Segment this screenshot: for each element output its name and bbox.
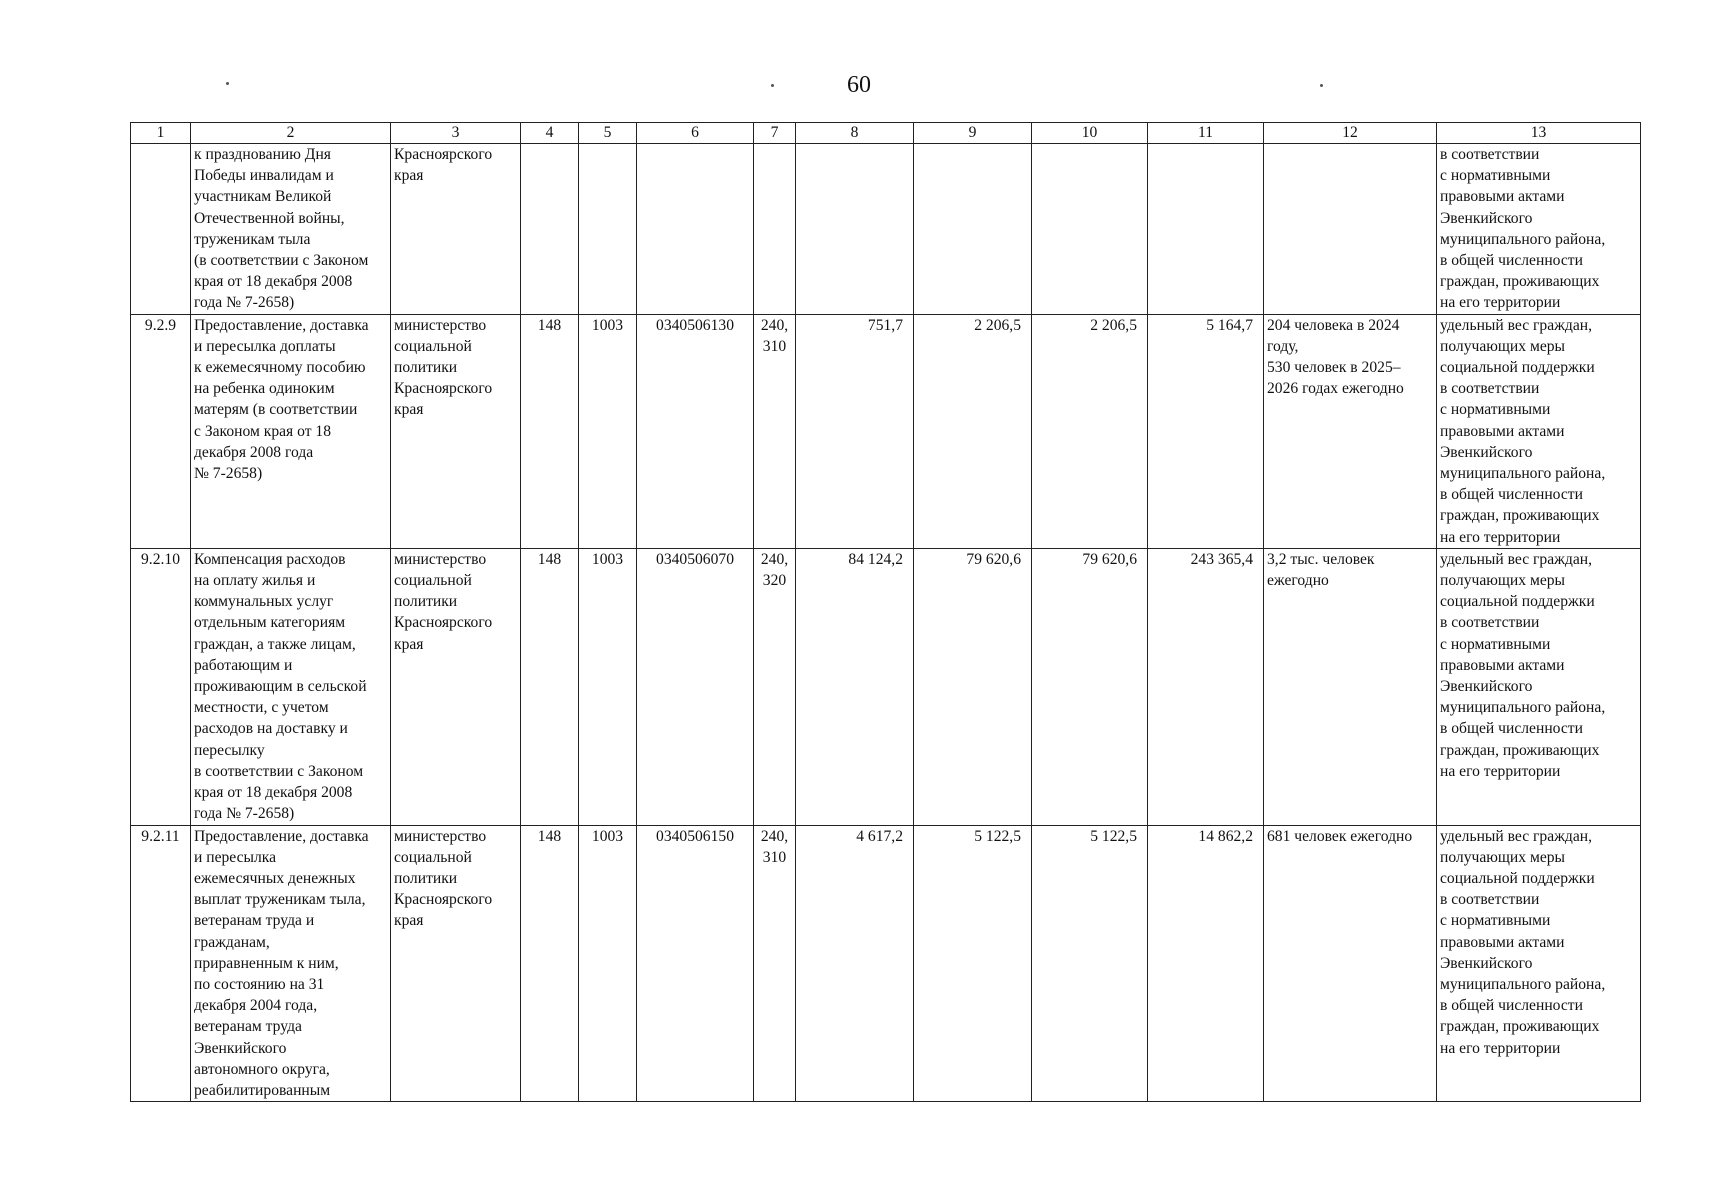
row-number: 9.2.10: [131, 548, 191, 825]
column-header: 4: [521, 123, 579, 144]
row-number: 9.2.9: [131, 314, 191, 548]
table-row: [131, 825, 1641, 1102]
program-measures-table: [130, 122, 1641, 1102]
target-article-code: [637, 144, 754, 315]
amount-col-8: 751,7: [796, 314, 914, 548]
section-code: [579, 144, 637, 315]
expense-type-code: 240, 310: [754, 825, 796, 1102]
column-header: 12: [1264, 123, 1437, 144]
amount-total: 5 164,7: [1148, 314, 1264, 548]
indicator-description: в соответствии с нормативными правовыми актами Эвенкийского муниципального района, в общей численности граждан, проживающих на его территории: [1437, 144, 1641, 315]
measure-name: Предоставление, доставка и пересылка ежемесячных денежных выплат труженикам тыла, ветеранам труда и гражданам, приравненным к ним, по состоянию на 31 декабря 2004 года, ветеранам труда Эвенкийского автономного округа, реабилитированным: [191, 825, 391, 1102]
expected-result: 681 человек ежегодно: [1264, 825, 1437, 1102]
scan-speck: [1320, 84, 1323, 87]
grbs-code: 148: [521, 548, 579, 825]
table-row: [131, 314, 1641, 548]
amount-total: [1148, 144, 1264, 315]
column-header: 7: [754, 123, 796, 144]
measure-name: Компенсация расходов на оплату жилья и коммунальных услуг отдельным категориям граждан, а также лицам, работающим и проживающим в сельской местности, с учетом расходов на доставку и пересылку в соответствии с Законом края от 18 декабря 2008 года № 7-2658): [191, 548, 391, 825]
page-number: 60: [847, 72, 871, 98]
indicator-description: удельный вес граждан, получающих меры социальной поддержки в соответствии с нормативными правовыми актами Эвенкийского муниципального района, в общей численности граждан, проживающих на его территории: [1437, 825, 1641, 1102]
amount-col-8: 4 617,2: [796, 825, 914, 1102]
column-header: 1: [131, 123, 191, 144]
expense-type-code: 240, 310: [754, 314, 796, 548]
amount-total: 243 365,4: [1148, 548, 1264, 825]
amount-col-9: 79 620,6: [914, 548, 1032, 825]
column-header: 13: [1437, 123, 1641, 144]
expense-type-code: [754, 144, 796, 315]
column-header: 2: [191, 123, 391, 144]
amount-col-10: [1032, 144, 1148, 315]
measure-name: Предоставление, доставка и пересылка доплаты к ежемесячному пособию на ребенка одиноким матерям (в соответствии с Законом края от 18 декабря 2008 года № 7-2658): [191, 314, 391, 548]
amount-total: 14 862,2: [1148, 825, 1264, 1102]
document-sheet: [130, 122, 1641, 1102]
section-code: 1003: [579, 825, 637, 1102]
executor: министерство социальной политики Красноярского края: [391, 548, 521, 825]
section-code: 1003: [579, 548, 637, 825]
amount-col-9: 2 206,5: [914, 314, 1032, 548]
amount-col-9: [914, 144, 1032, 315]
executor: министерство социальной политики Красноярского края: [391, 314, 521, 548]
expected-result: 204 человека в 2024 году, 530 человек в 2025– 2026 годах ежегодно: [1264, 314, 1437, 548]
target-article-code: 0340506150: [637, 825, 754, 1102]
expected-result: [1264, 144, 1437, 315]
row-number: 9.2.11: [131, 825, 191, 1102]
amount-col-10: 5 122,5: [1032, 825, 1148, 1102]
scan-speck: [226, 82, 229, 85]
table-row: [131, 548, 1641, 825]
indicator-description: удельный вес граждан, получающих меры социальной поддержки в соответствии с нормативными правовыми актами Эвенкийского муниципального района, в общей численности граждан, проживающих на его территории: [1437, 314, 1641, 548]
column-header: 6: [637, 123, 754, 144]
scan-speck: [771, 84, 774, 87]
header-row: [131, 123, 1641, 144]
section-code: 1003: [579, 314, 637, 548]
expense-type-code: 240, 320: [754, 548, 796, 825]
indicator-description: удельный вес граждан, получающих меры социальной поддержки в соответствии с нормативными правовыми актами Эвенкийского муниципального района, в общей численности граждан, проживающих на его территории: [1437, 548, 1641, 825]
target-article-code: 0340506130: [637, 314, 754, 548]
measure-name: к празднованию Дня Победы инвалидам и участникам Великой Отечественной войны, труженикам тыла (в соответствии с Законом края от 18 декабря 2008 года № 7-2658): [191, 144, 391, 315]
table-row: [131, 144, 1641, 315]
executor: Красноярского края: [391, 144, 521, 315]
grbs-code: 148: [521, 825, 579, 1102]
amount-col-10: 2 206,5: [1032, 314, 1148, 548]
row-number: [131, 144, 191, 315]
amount-col-8: [796, 144, 914, 315]
grbs-code: [521, 144, 579, 315]
expected-result: 3,2 тыс. человек ежегодно: [1264, 548, 1437, 825]
executor: министерство социальной политики Красноярского края: [391, 825, 521, 1102]
grbs-code: 148: [521, 314, 579, 548]
column-header: 9: [914, 123, 1032, 144]
column-header: 3: [391, 123, 521, 144]
amount-col-10: 79 620,6: [1032, 548, 1148, 825]
column-header: 11: [1148, 123, 1264, 144]
column-header: 10: [1032, 123, 1148, 144]
target-article-code: 0340506070: [637, 548, 754, 825]
column-header: 8: [796, 123, 914, 144]
amount-col-9: 5 122,5: [914, 825, 1032, 1102]
column-header: 5: [579, 123, 637, 144]
amount-col-8: 84 124,2: [796, 548, 914, 825]
